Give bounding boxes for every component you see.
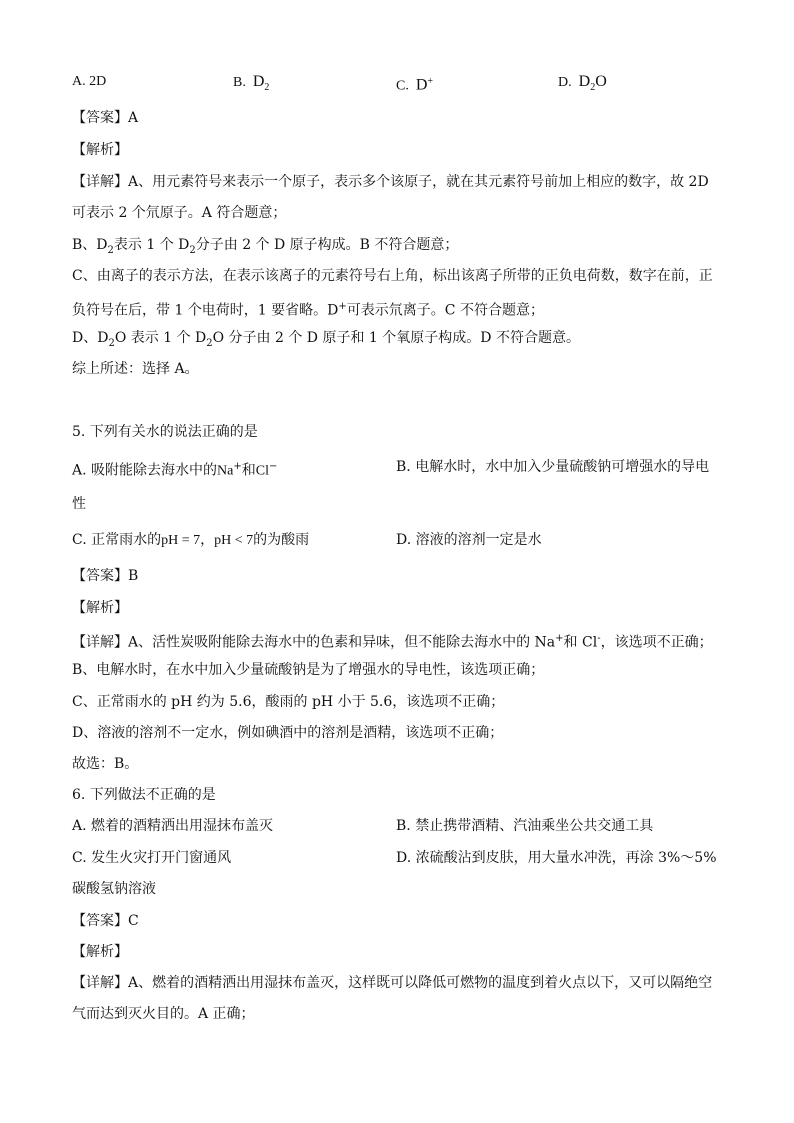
q4-detail-d: D、$D_2O$ 表示 1 个 $D_2O$ 分子由 2 个 D 原子和 1 个氧原子构成。D 不符合题意。 [72, 330, 580, 349]
q5-option-c: C. 正常雨水的pH = 7，pH < 7的为酸雨 [72, 532, 310, 548]
q4-option-c: C. D+ [396, 76, 434, 94]
q4-answer: 【答案】A [72, 110, 139, 126]
q4-detail-b: B、$D_2$表示 1 个 $D_2$分子由 2 个 D 原子构成。B 不符合题意； [72, 237, 459, 256]
q5-option-d: D. 溶液的溶剂一定是水 [396, 532, 542, 548]
q4-detail-2: 可表示 2 个氘原子。A 符合题意； [72, 205, 287, 221]
q5-detail-c: C、正常雨水的 pH 约为 5.6，酸雨的 pH 小于 5.6，该选项不正确； [72, 694, 505, 710]
q4-option-d: D. $D_2O$ [558, 73, 607, 93]
q5-answer: 【答案】B [72, 568, 139, 584]
q6-option-c: C. 发生火灾打开门窗通风 [72, 850, 232, 866]
q6-detail-a1: 【详解】A、燃着的酒精洒出用湿抹布盖灭，这样既可以降低可燃物的温度到着火点以下，又可以隔绝空 [72, 975, 713, 991]
q5-analysis: 【解析】 [72, 600, 128, 616]
q6-stem: 6. 下列做法不正确的是 [72, 787, 216, 803]
q6-analysis: 【解析】 [72, 944, 128, 960]
q4-summary: 综上所述：选择 A。 [72, 361, 199, 377]
q4-option-b: B. $D_2$ [233, 73, 270, 93]
q6-answer: 【答案】C [72, 913, 139, 929]
q4-detail-c2: 负符号在后，带 1 个电荷时，1 要省略。D+可表示氘离子。C 不符合题意； [72, 301, 544, 319]
q4-detail-1: 【详解】A、用元素符号来表示一个原子，表示多个该原子，就在其元素符号前加上相应的数字，故 2D [72, 174, 709, 190]
q5-detail-b: B、电解水时，在水中加入少量硫酸钠是为了增强水的导电性，该选项正确； [72, 662, 545, 678]
q6-option-a: A. 燃着的酒精洒出用湿抹布盖灭 [72, 818, 274, 834]
q5-option-b-line2: 性 [72, 496, 86, 512]
q5-detail-d: D、溶液的溶剂不一定水，例如碘酒中的溶剂是酒精，该选项不正确； [72, 725, 504, 741]
q5-option-b-line1: B. 电解水时，水中加入少量硫酸钠可增强水的导电 [396, 459, 710, 475]
q5-summary: 故选：B。 [72, 756, 139, 772]
q6-option-b: B. 禁止携带酒精、汽油乘坐公共交通工具 [396, 818, 654, 834]
q5-option-a: A. 吸附能除去海水中的Na+和Cl− [72, 461, 278, 479]
q6-detail-a2: 气而达到灭火目的。A 正确； [72, 1006, 255, 1022]
q4-detail-c1: C、由离子的表示方法，在表示该离子的元素符号右上角，标出该离子所带的正负电荷数，数字在前，正 [72, 268, 713, 284]
q5-stem: 5. 下列有关水的说法正确的是 [72, 424, 258, 440]
q6-option-d-line1: D. 浓硫酸沾到皮肤，用大量水冲洗，再涂 3%～5% [396, 850, 717, 866]
q6-option-d-line2: 碳酸氢钠溶液 [72, 881, 156, 897]
q4-analysis: 【解析】 [72, 142, 128, 158]
q4-option-a: A. 2D [72, 74, 107, 89]
q5-detail-a: 【详解】A、活性炭吸附能除去海水中的色素和异味，但不能除去海水中的 Na+和 Cl-，该选项不正确； [72, 633, 713, 651]
